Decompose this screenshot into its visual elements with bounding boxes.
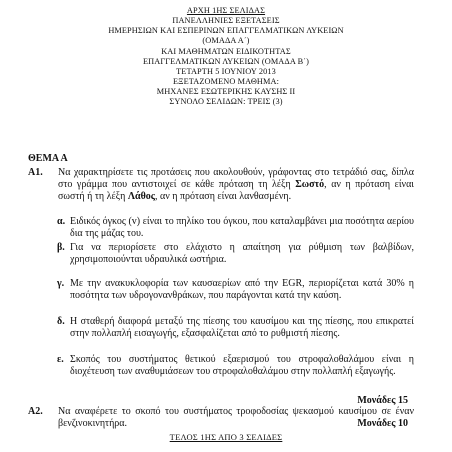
a1-marks: Μονάδες 15: [357, 395, 408, 406]
header-subject-label: ΕΞΕΤΑΖΟΜΕΝΟ ΜΑΘΗΜΑ:: [172, 77, 280, 86]
question-a2-label: Α2.: [28, 406, 43, 417]
statement-alpha: α. Ειδικός όγκος (v) είναι το πηλίκο του όγκου, που καταλαμβάνει μια ποσότητα αερίου δια της μάζας του.: [57, 216, 414, 240]
word-wrong: Λάθος: [127, 191, 156, 203]
statement-beta: β. Για να περιορίσετε στο ελάχιστο η απαίτηση για ρύθμιση των βαλβίδων, χρησιμοποιούνται υδραυλικά ωστήρια.: [57, 242, 414, 266]
header-schools: ΗΜΕΡΗΣΙΩΝ ΚΑΙ ΕΣΠΕΡΙΝΩΝ ΕΠΑΓΓΕΛΜΑΤΙΚΩΝ ΛΥΚΕΙΩΝ: [108, 26, 344, 35]
header-subject: ΜΗΧΑΝΕΣ ΕΣΩΤΕΡΙΚΗΣ ΚΑΥΣΗΣ ΙΙ: [156, 87, 296, 96]
statement-gamma: γ. Με την ανακυκλοφορία των καυσαερίων από την EGR, περιορίζεται κατά 30% η ποσότητα των υδρογονανθράκων, που παράγονται κατά την καύση.: [57, 278, 414, 302]
word-correct: Σωστό: [295, 179, 325, 191]
header-page-start: ΑΡΧΗ 1ΗΣ ΣΕΛΙΔΑΣ: [186, 6, 266, 15]
a2-marks: Μονάδες 10: [357, 418, 408, 429]
question-a1-intro: Να χαρακτηρίσετε τις προτάσεις που ακολουθούν, γράφοντας στο τετράδιό σας, δίπλα στο γράμμα που αντιστοιχεί σε κάθε πρόταση τη λέξη Σωστό, αν η πρόταση είναι σωστή ή τη λέξη Λάθος, αν η πρόταση είναι λανθασμένη.: [58, 167, 414, 203]
question-a2-text: Να αναφέρετε το σκοπό του συστήματος τροφοδοσίας ψεκασμού καυσίμου σε έναν βενζινοκινητήρα.: [58, 406, 414, 430]
statement-epsilon: ε. Σκοπός του συστήματος θετικού εξαερισμού του στροφαλοθαλάμου είναι η διοχέτευση των αναθυμιάσεων του στροφαλοθαλάμου στην πολλαπλή εξαγωγής.: [57, 354, 414, 378]
statement-delta: δ. Η σταθερή διαφορά μεταξύ της πίεσης του καυσίμου και της πίεσης, που επικρατεί στην πολλαπλή εισαγωγής, εξασφαλίζεται από το ρυθμιστή πίεσης.: [57, 316, 414, 340]
header-page-count: ΣΥΝΟΛΟ ΣΕΛΙΔΩΝ: ΤΡΕΙΣ (3): [169, 97, 283, 106]
footer-page-end: ΤΕΛΟΣ 1ΗΣ ΑΠΟ 3 ΣΕΛΙΔΕΣ: [169, 432, 283, 442]
question-a1-label: Α1.: [28, 167, 43, 178]
header-specialty: ΚΑΙ ΜΑΘΗΜΑΤΩΝ ΕΙΔΙΚΟΤΗΤΑΣ: [161, 47, 291, 56]
section-title: ΘΕΜΑ Α: [28, 153, 68, 164]
header-date: ΤΕΤΑΡΤΗ 5 ΙΟΥΝΙΟΥ 2013: [176, 67, 276, 76]
header-group-a: (ΟΜΑΔΑ Α΄): [202, 36, 250, 45]
header-exams: ΠΑΝΕΛΛΗΝΙΕΣ ΕΞΕΤΑΣΕΙΣ: [172, 16, 280, 25]
header-group-b: ΕΠΑΓΓΕΛΜΑΤΙΚΩΝ ΛΥΚΕΙΩΝ (ΟΜΑΔΑ Β΄): [142, 57, 309, 66]
